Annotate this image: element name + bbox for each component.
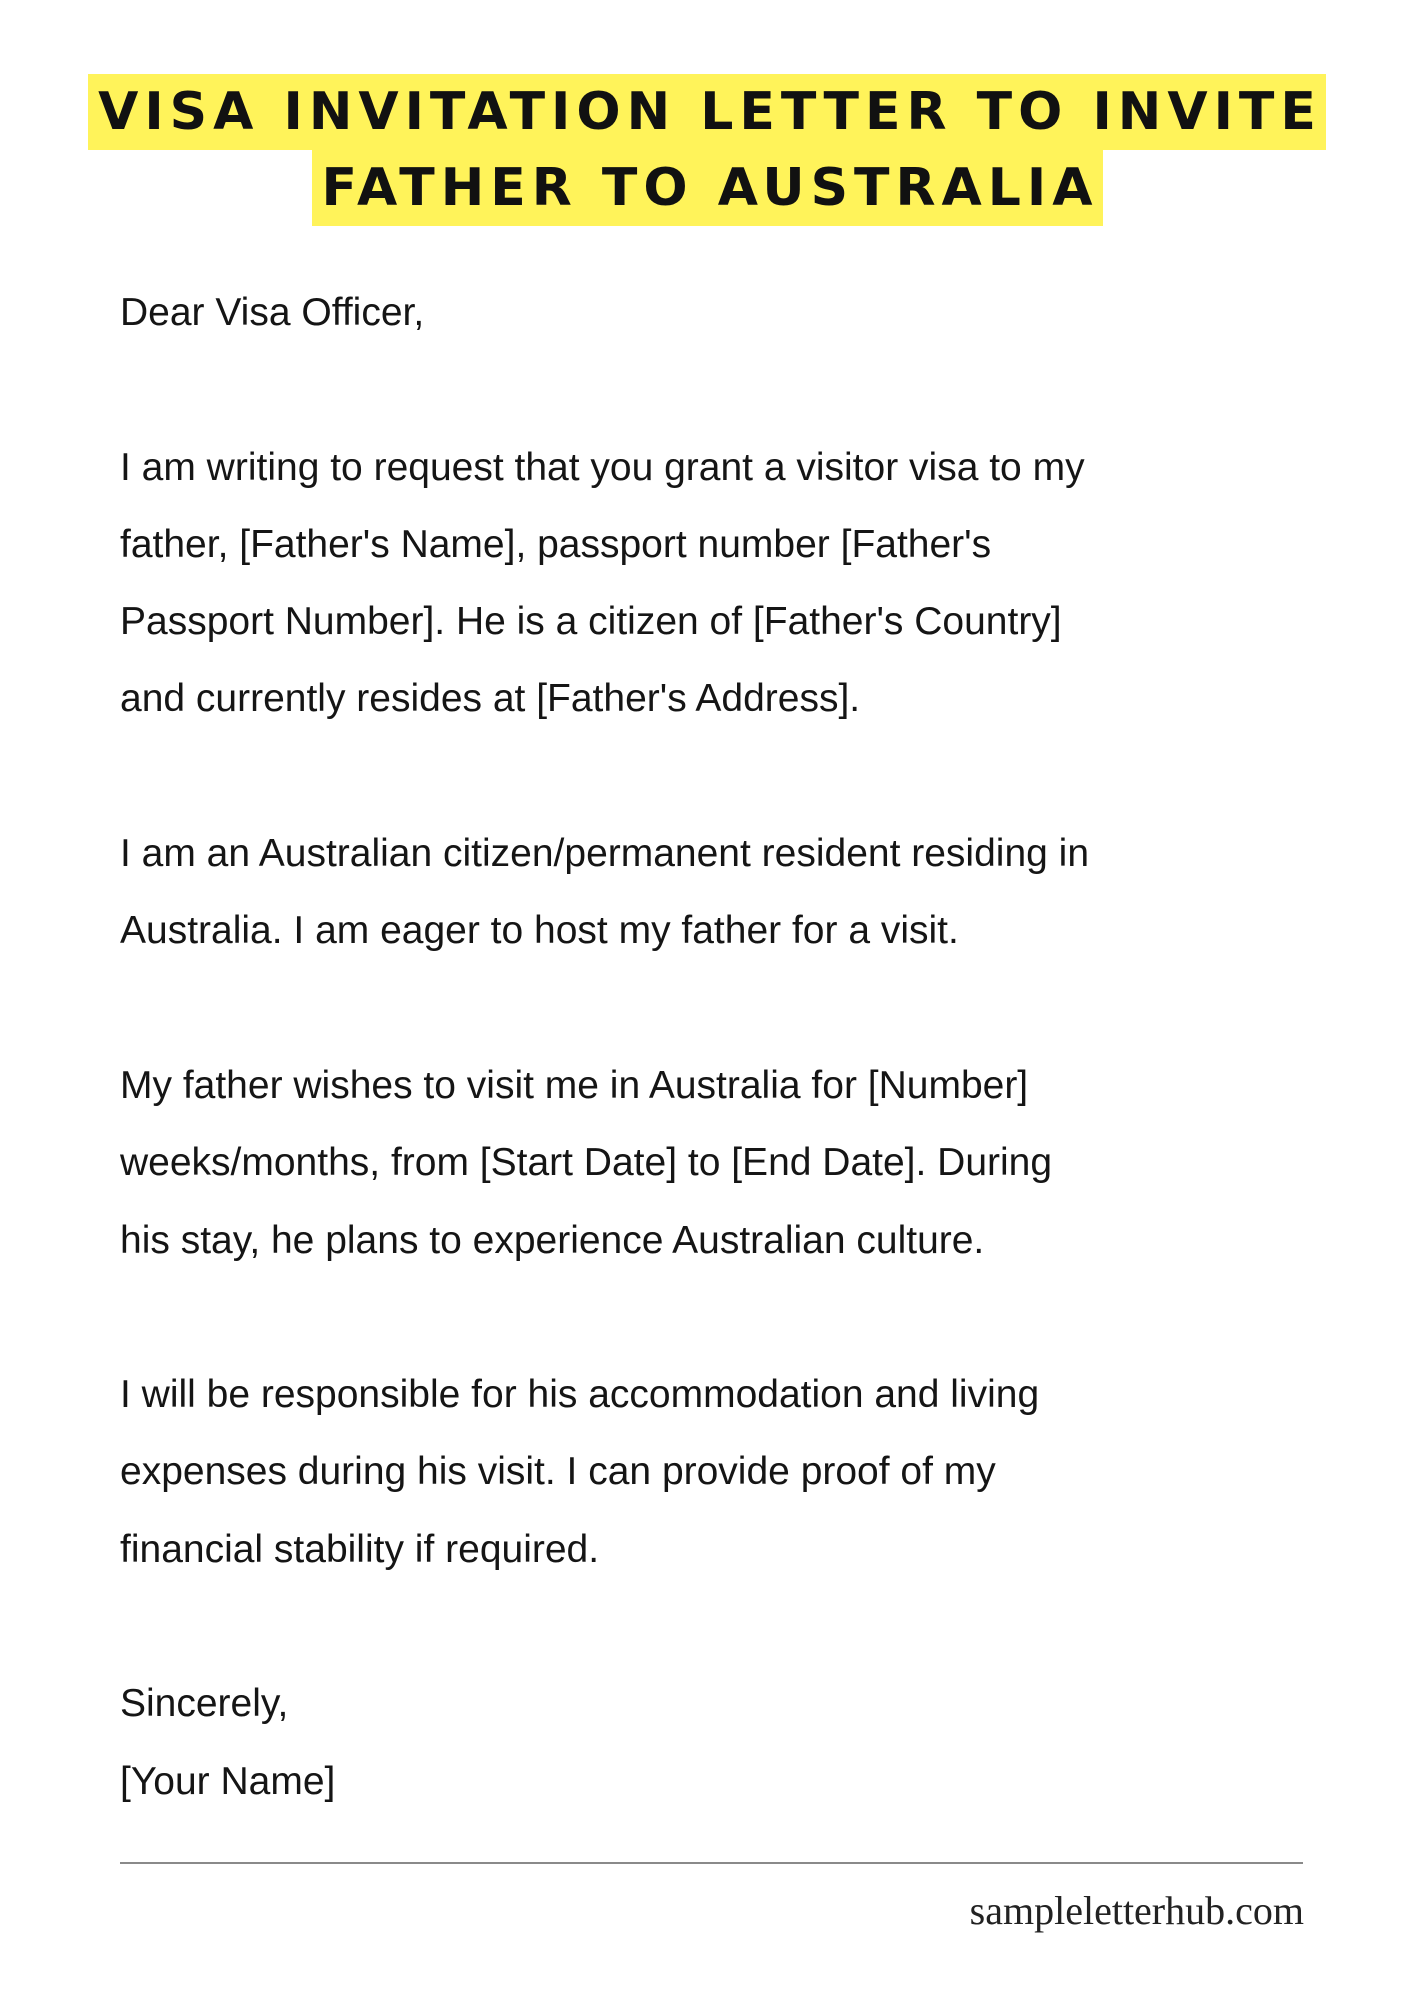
- salutation: Dear Visa Officer,: [120, 291, 425, 334]
- paragraph-line: I am an Australian citizen/permanent resident residing in: [120, 832, 1090, 876]
- paragraph-2: [120, 815, 1350, 970]
- letter-body: [120, 274, 1350, 1820]
- paragraph-line: weeks/months, from [Start Date] to [End Date]. During: [120, 1141, 1053, 1185]
- footer-divider: [120, 1862, 1303, 1864]
- paragraph-line: My father wishes to visit me in Australia for [Number]: [120, 1063, 1029, 1107]
- closing: Sincerely,: [120, 1682, 289, 1726]
- paragraph-1: [120, 429, 1350, 738]
- paragraph-line: expenses during his visit. I can provide proof of my: [120, 1450, 996, 1494]
- paragraph-line: his stay, he plans to experience Australian culture.: [120, 1218, 985, 1262]
- paragraph-spacer: [120, 738, 1350, 815]
- signature: [Your Name]: [120, 1759, 336, 1803]
- paragraph-spacer: [120, 970, 1350, 1047]
- paragraph-line: and currently resides at [Father's Address].: [120, 677, 861, 721]
- paragraph-line: Passport Number]. He is a citizen of [Father's Country]: [120, 600, 1062, 644]
- paragraph-3: [120, 1047, 1350, 1279]
- paragraph-spacer: [120, 1588, 1350, 1665]
- paragraph-line: financial stability if required.: [120, 1527, 600, 1571]
- title-line-1: VISA INVITATION LETTER TO INVITE: [88, 74, 1326, 150]
- footer-website: sampleletterhub.com: [969, 1888, 1304, 1933]
- title-line-2: FATHER TO AUSTRALIA: [312, 150, 1103, 226]
- paragraph-spacer: [120, 351, 1350, 428]
- paragraph-4: [120, 1356, 1350, 1588]
- paragraph-line: I will be responsible for his accommodation and living: [120, 1373, 1040, 1417]
- paragraph-line: father, [Father's Name], passport number [Father's: [120, 522, 992, 566]
- paragraph-spacer: [120, 1279, 1350, 1356]
- document-title: [0, 74, 1414, 226]
- paragraph-line: I am writing to request that you grant a visitor visa to my: [120, 445, 1085, 489]
- paragraph-line: Australia. I am eager to host my father for a visit.: [120, 909, 959, 953]
